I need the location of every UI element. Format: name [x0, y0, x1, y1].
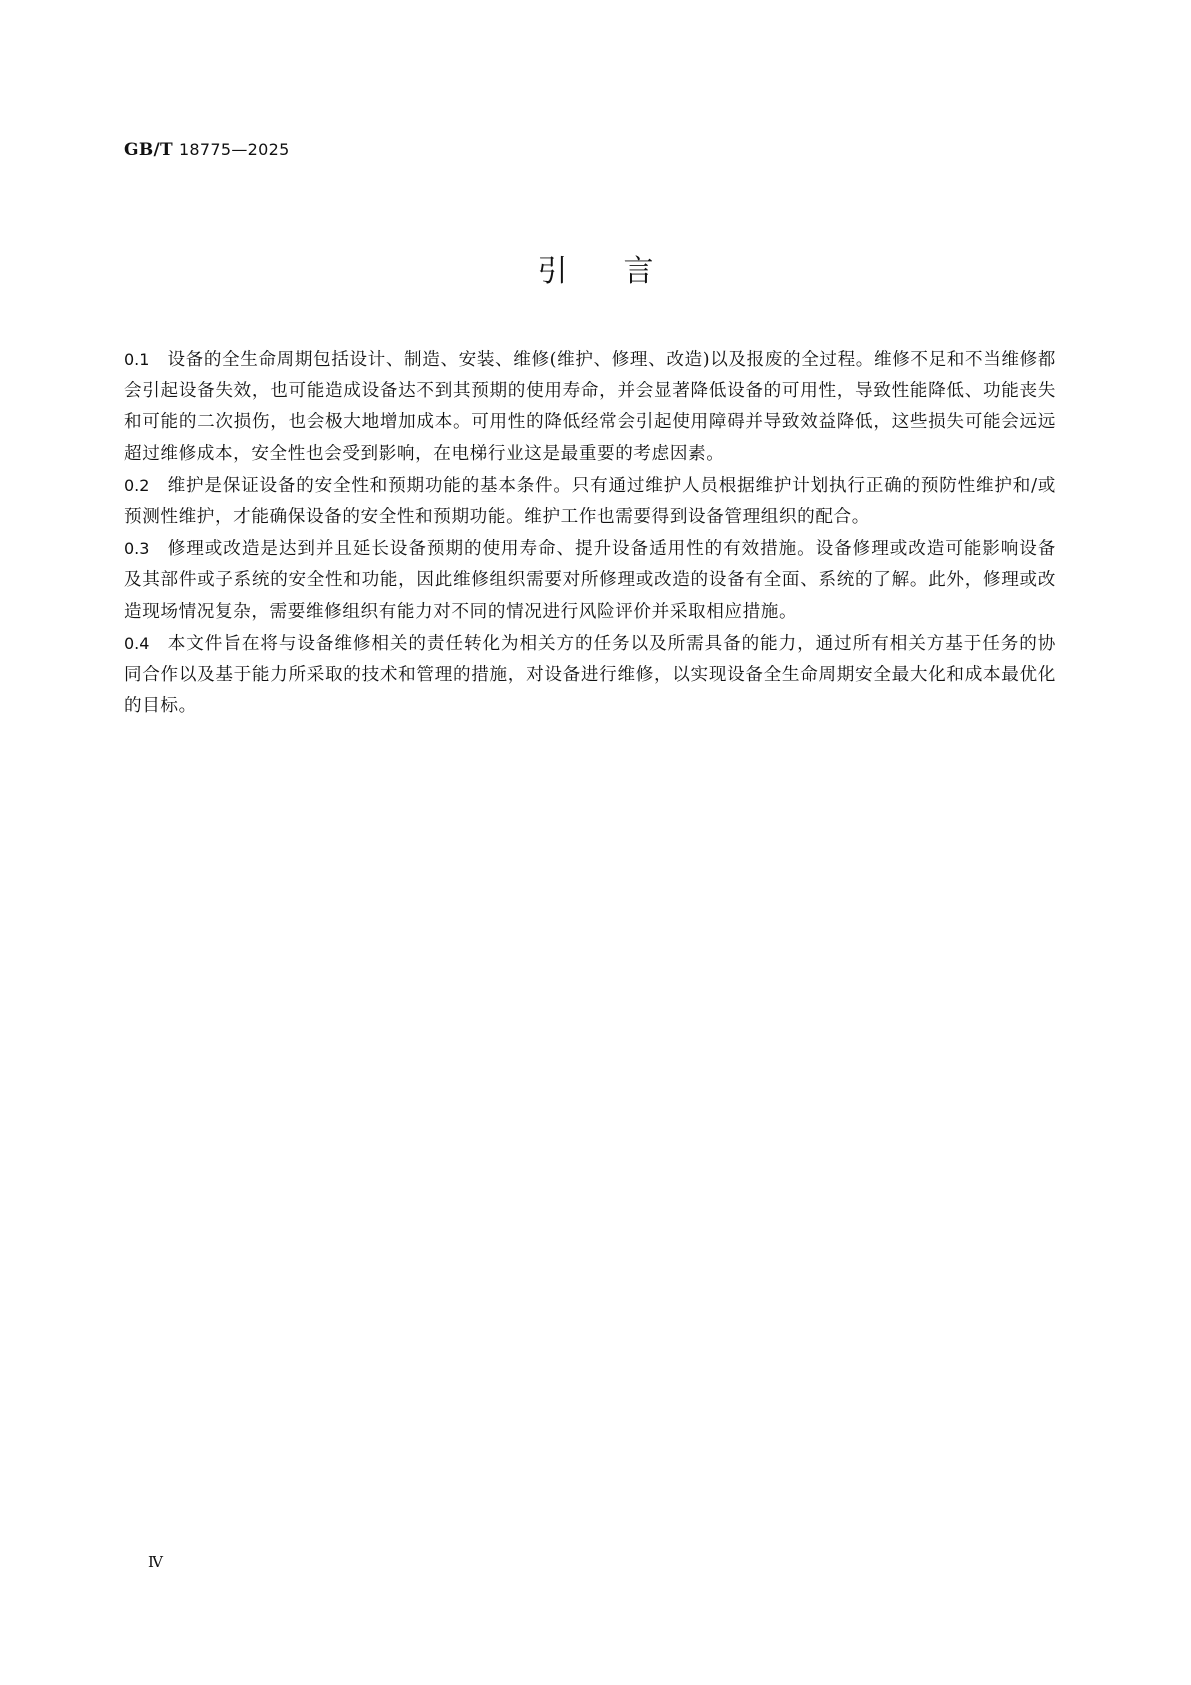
paragraph-text: 设备的全生命周期包括设计、制造、安装、维修(维护、修理、改造)以及报废的全过程。维修不足和不当维修都会引起设备失效，也可能造成设备达不到其预期的使用寿命，并会显著降低设备的可用性，导致性能降低、功能丧失和可能的二次损伤，也会极大地增加成本。可用性的降低经常会引起使用障碍并导致效益降低，这些损失可能会远远超过维修成本，安全性也会受到影响，在电梯行业这是最重要的考虑因素。: [124, 350, 1056, 464]
paragraph-0-2: [124, 470, 1056, 533]
paragraph-0-3: [124, 533, 1056, 628]
paragraph-text: 本文件旨在将与设备维修相关的责任转化为相关方的任务以及所需具备的能力，通过所有相关方基于任务的协同合作以及基于能力所采取的技术和管理的措施，对设备进行维修，以实现设备全生命周期安全最大化和成本最优化的目标。: [124, 633, 1056, 717]
paragraph-0-4: [124, 628, 1056, 723]
paragraph-text: 修理或改造是达到并且延长设备预期的使用寿命、提升设备适用性的有效措施。设备修理或改造可能影响设备及其部件或子系统的安全性和功能，因此维修组织需要对所修理或改造的设备有全面、系统的了解。此外，修理或改造现场情况复杂，需要维修组织有能力对不同的情况进行风险评价并采取相应措施。: [124, 539, 1056, 622]
document-code: [124, 140, 290, 160]
document-code-number: 18775—2025: [178, 140, 290, 159]
page-number: Ⅳ: [148, 1553, 163, 1571]
paragraph-number: 0.4: [124, 633, 150, 653]
document-code-prefix: GB/T: [124, 140, 173, 160]
body-text: [124, 344, 1056, 722]
paragraph-number: 0.1: [124, 350, 150, 369]
paragraph-text: 维护是保证设备的安全性和预期功能的基本条件。只有通过维护人员根据维护计划执行正确的预防性维护和/或预测性维护，才能确保设备的安全性和预期功能。维护工作也需要得到设备管理组织的配合。: [124, 475, 1056, 528]
section-title: 引言: [537, 254, 710, 289]
paragraph-number: 0.3: [124, 539, 150, 559]
paragraph-number: 0.2: [124, 475, 150, 495]
paragraph-0-1: [124, 344, 1056, 470]
